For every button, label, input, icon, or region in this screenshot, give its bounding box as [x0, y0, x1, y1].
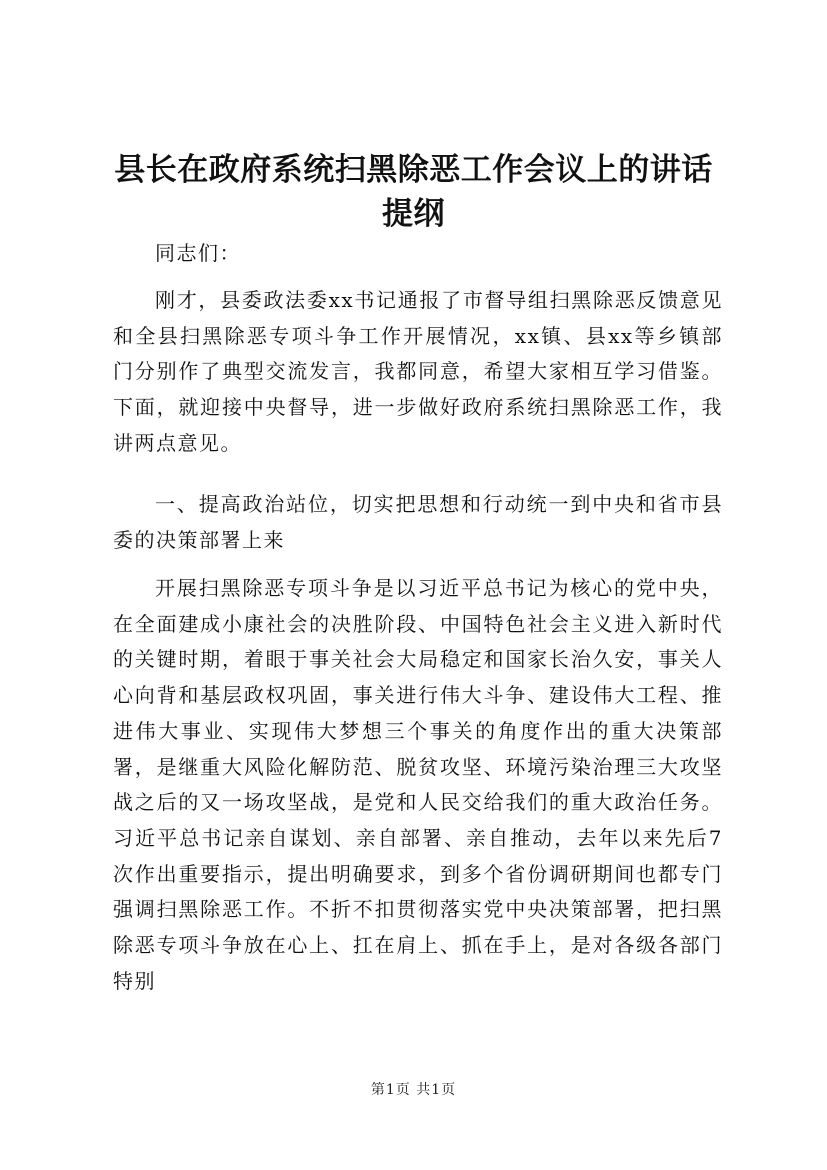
- greeting: 同志们：: [155, 241, 241, 265]
- document-title: 县长在政府系统扫黑除恶工作会议上的讲话提纲: [114, 152, 713, 232]
- section-heading-one: 一、提高政治站位，切实把思想和行动统一到中央和省市县委的决策部署上来: [113, 492, 723, 552]
- paragraph-body: 开展扫黑除恶专项斗争是以习近平总书记为核心的党中央，在全面建成小康社会的决胜阶段、中国特色社会主义进入新时代的关键时期，着眼于事关社会大局稳定和国家长治久安，事关人心向背和基层政权巩固，事关进行伟大斗争、建设伟大工程、推进伟大事业、实现伟大梦想三个事关的角度作出的重大决策部署，是继重大风险化解防范、脱贫攻坚、环境污染治理三大攻坚战之后的又一场攻坚战，是党和人民交给我们的重大政治任务。习近平总书记亲自谋划、亲自部署、亲自推动，去年以来先后7次作出重要指示，提出明确要求，到多个省份调研期间也都专门强调扫黑除恶工作。不折不扣贯彻落实党中央决策部署，把扫黑除恶专项斗争放在心上、扛在肩上、抓在手上，是对各级各部门特别: [113, 576, 723, 993]
- paragraph-intro: 刚才，县委政法委xx书记通报了市督导组扫黑除恶反馈意见和全县扫黑除恶专项斗争工作开展情况，xx镇、县xx等乡镇部门分别作了典型交流发言，我都同意，希望大家相互学习借鉴。下面，就迎接中央督导，进一步做好政府系统扫黑除恶工作，我讲两点意见。: [113, 288, 723, 455]
- page-footer: 第1页 共1页: [370, 1082, 457, 1098]
